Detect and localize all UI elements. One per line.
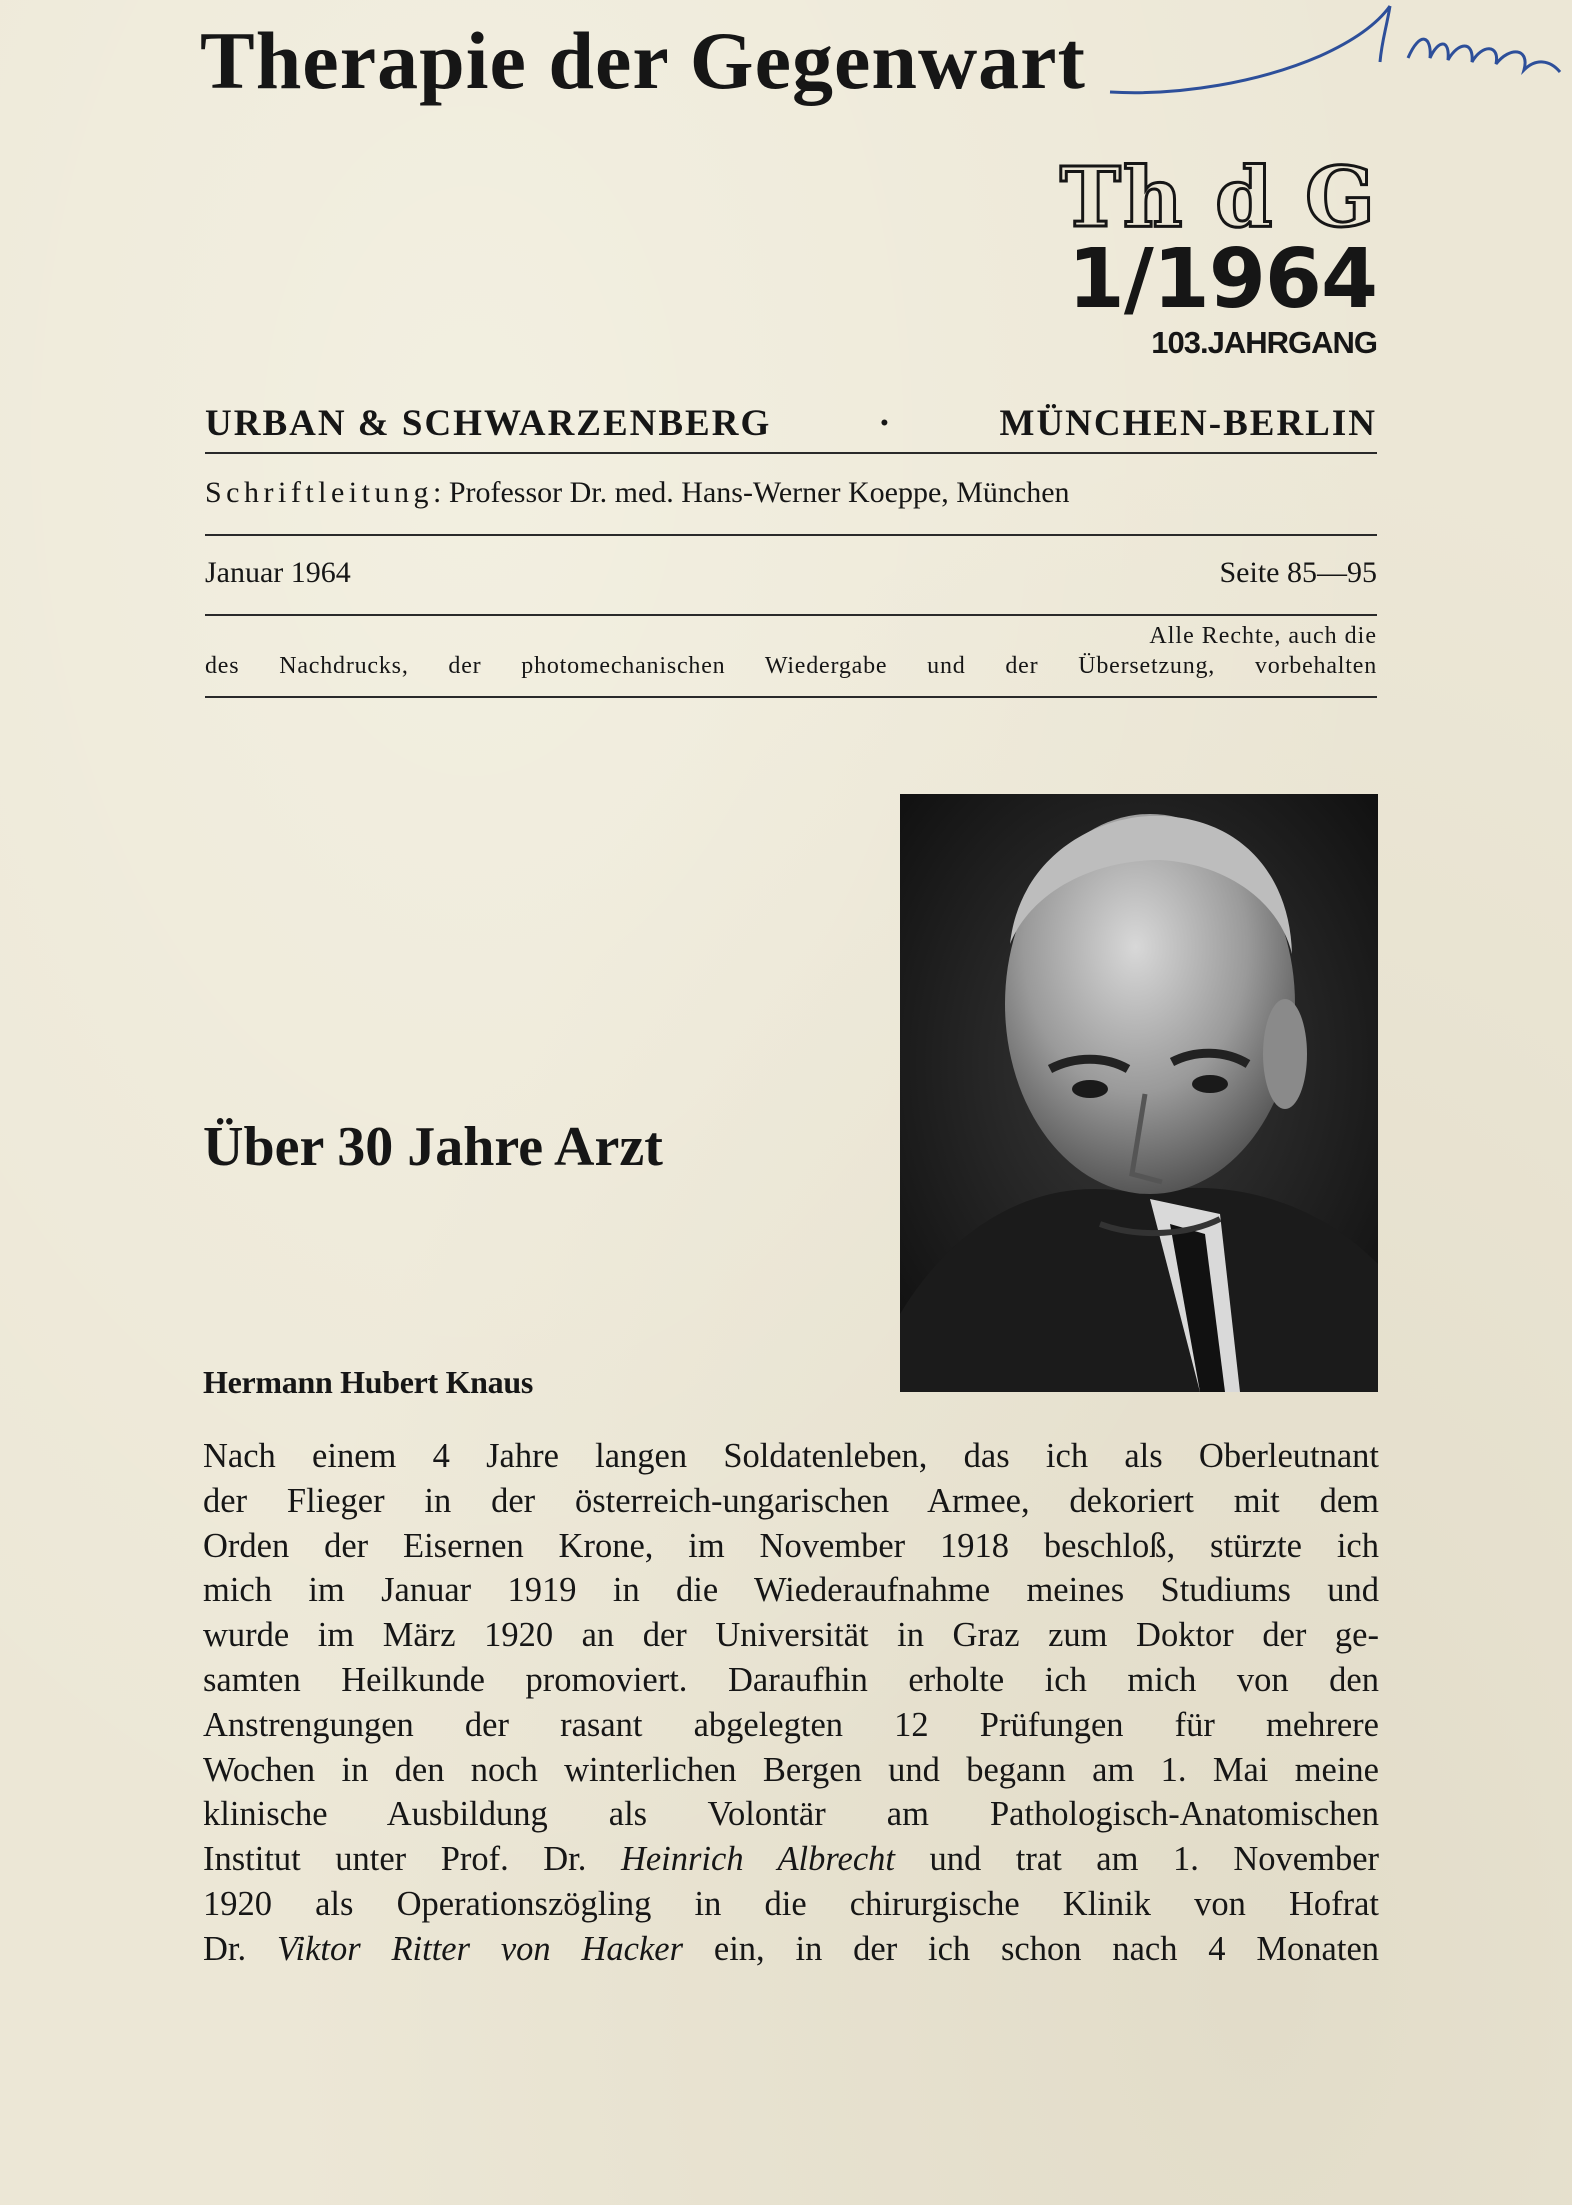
body-line <box>203 1703 1379 1748</box>
body-line <box>203 1568 1379 1613</box>
body-text-segment: Wochen in den noch winterlichen Bergen und begann am 1. Mai meine <box>203 1750 1379 1789</box>
article-author: Hermann Hubert Knaus <box>203 1364 534 1400</box>
journal-title: Therapie der Gegenwart <box>200 15 1086 106</box>
body-line <box>203 1479 1379 1524</box>
body-line <box>203 1434 1379 1479</box>
body-text-segment: Orden der Eisernen Krone, im November 1918 beschloß, stürzte ich <box>203 1526 1379 1565</box>
publisher-cities: MÜNCHEN-BERLIN <box>999 403 1377 444</box>
body-italic-name: Viktor Ritter von Hacker <box>276 1929 684 1968</box>
body-text-segment: samten Heilkunde promoviert. Daraufhin erholte ich mich von den <box>203 1660 1379 1699</box>
body-text-segment: ein, in der ich schon nach 4 Monaten <box>683 1929 1379 1968</box>
author-portrait <box>900 794 1378 1392</box>
divider <box>205 696 1377 698</box>
body-text-segment: 1920 als Operationszögling in die chirurgische Klinik von Hofrat <box>203 1884 1379 1923</box>
rights-notice-line-2: des Nachdrucks, der photomechanischen Wiedergabe und der Übersetzung, vorbehalten <box>205 653 1377 679</box>
body-text-segment: Nach einem 4 Jahre langen Soldatenleben, das ich als Oberleutnant <box>203 1437 1379 1475</box>
issue-date: Januar 1964 <box>205 556 351 589</box>
body-line <box>203 1927 1379 1972</box>
body-text-segment: Dr. <box>203 1929 277 1968</box>
body-text-segment: klinische Ausbildung als Volontär am Pathologisch-Anatomischen <box>203 1795 1379 1834</box>
dateline <box>205 556 1377 590</box>
body-line <box>203 1792 1379 1837</box>
body-italic-name: Heinrich Albrecht <box>620 1840 895 1879</box>
publisher-separator: · <box>878 403 893 444</box>
body-line <box>203 1748 1379 1793</box>
body-text-segment: der Flieger in der österreich-ungarischen Armee, dekoriert mit dem <box>203 1481 1379 1520</box>
rights-notice-line-1: Alle Rechte, auch die <box>1149 623 1377 649</box>
body-line <box>203 1837 1379 1882</box>
handwritten-signature <box>1090 0 1572 110</box>
body-text-segment: Institut unter Prof. Dr. <box>203 1840 621 1879</box>
divider <box>205 452 1377 454</box>
editor-line <box>205 476 1377 510</box>
editor-text: : Professor Dr. med. Hans-Werner Koeppe, München <box>432 476 1070 509</box>
editor-label: Schriftleitung <box>205 476 433 509</box>
body-text-segment: Anstrengungen der rasant abgelegten 12 Prüfungen für mehrere <box>203 1705 1379 1744</box>
body-line <box>203 1524 1379 1569</box>
body-line <box>203 1613 1379 1658</box>
body-text-segment: und trat am 1. November <box>895 1840 1379 1879</box>
publisher-line <box>205 402 1377 445</box>
article-body <box>203 1434 1379 1972</box>
publisher-name: URBAN & SCHWARZENBERG <box>205 403 772 444</box>
body-text-segment: mich im Januar 1919 in die Wiederaufnahme meines Studiums und <box>203 1571 1379 1610</box>
body-line <box>203 1658 1379 1703</box>
journal-abbreviation: Th d G <box>1059 150 1377 246</box>
page-range: Seite 85—95 <box>1219 556 1377 589</box>
volume-number: 103.JAHRGANG <box>1151 325 1377 360</box>
portrait-image <box>900 794 1378 1392</box>
divider <box>205 534 1377 536</box>
body-line <box>203 1882 1379 1927</box>
body-text-segment: wurde im März 1920 an der Universität in Graz zum Doktor der ge- <box>203 1616 1379 1655</box>
issue-number: 1/1964 <box>1067 232 1377 327</box>
article-title: Über 30 Jahre Arzt <box>203 1116 663 1178</box>
divider <box>205 614 1377 616</box>
